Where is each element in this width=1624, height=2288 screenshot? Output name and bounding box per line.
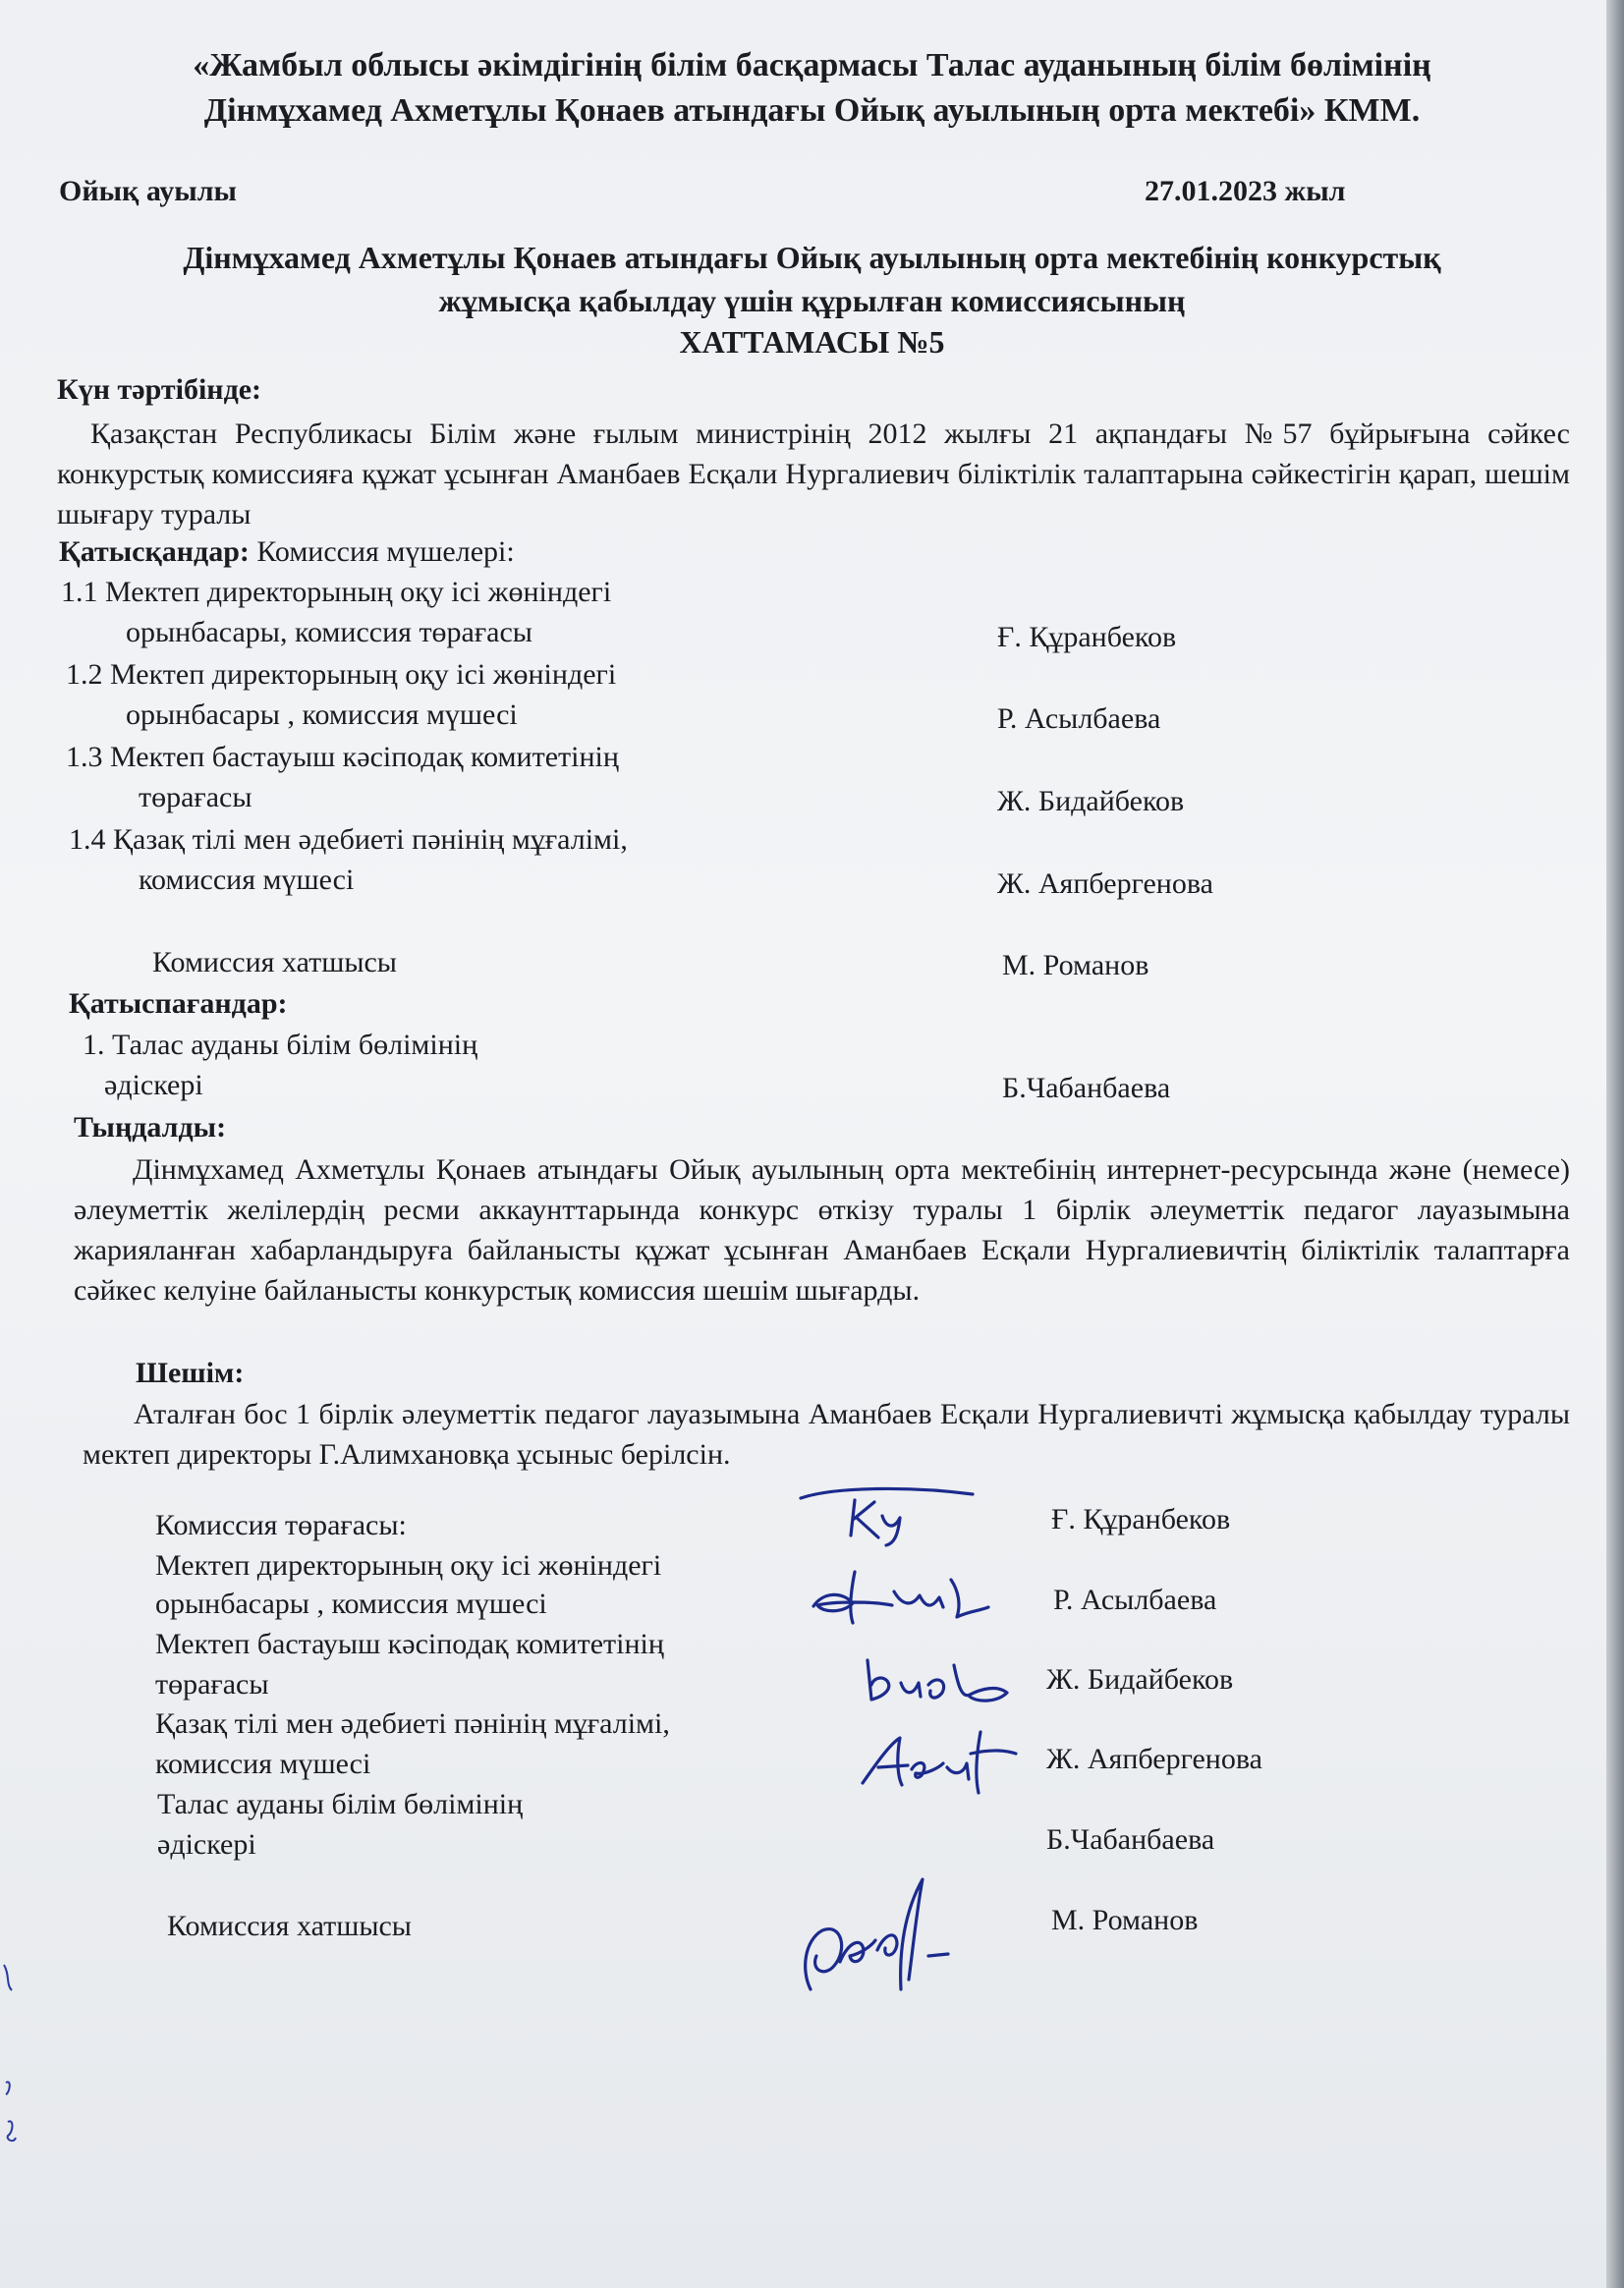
secretary-signature-image — [791, 1871, 968, 1999]
absent-line1: 1. Талас ауданы білім бөлімінің — [83, 1029, 478, 1061]
member2-signature-image — [860, 1646, 1017, 1714]
member2-name: Р. Асылбаева — [997, 702, 1161, 735]
absent-heading: Қатыспағандар: — [69, 987, 288, 1020]
member1-name: Ғ. Құранбеков — [997, 621, 1177, 653]
decision-heading: Шешім: — [136, 1357, 245, 1389]
margin-notes — [0, 1955, 29, 2151]
title-line3: ХАТТАМАСЫ №5 — [679, 324, 945, 360]
sig-member1-name: Р. Асылбаева — [1053, 1584, 1217, 1616]
member2-line2: орынбасары , комиссия мүшесі — [126, 698, 518, 731]
member1-line2: орынбасары, комиссия төрағасы — [126, 616, 532, 648]
present-secretary-label: Комиссия хатшысы — [152, 946, 397, 978]
member4-name: Ж. Аяпбергенова — [997, 867, 1213, 900]
member4-line1: 1.4 Қазақ тілі мен әдебиеті пәнінің мұғалімі, — [69, 823, 628, 856]
sig-secretary-name: М. Романов — [1051, 1904, 1199, 1936]
sig-member4-line2: әдіскері — [157, 1828, 256, 1861]
present-heading: Қатысқандар: — [59, 535, 250, 568]
member4-line2: комиссия мүшесі — [139, 864, 355, 896]
member2-line1: 1.2 Мектеп директорының оқу ісі жөніндегі — [66, 658, 617, 691]
sig-member2-line1: Мектеп бастауыш кәсіподақ комитетінің — [155, 1628, 664, 1660]
member3-line1: 1.3 Мектеп бастауыш кәсіподақ комитетінің — [66, 741, 619, 773]
org-name-line1: «Жамбыл облысы әкімдігінің білім басқармасы Талас ауданының білім бөлімінің — [193, 47, 1431, 84]
heard-text: Дінмұхамед Ахметұлы Қонаев атындағы Ойық ауылының орта мектебінің интернет-ресурсында және (немесе) әлеуметтік желілердің ресми аккаунттарында конкурс өткізу туралы 1 бірлік әлеуметтік педагог лауазымына жарияланған хабарландыруға байланысты құжат ұсынған Аманбаев Есқали Нургалиевичтің біліктілік талаптарға сәйкес келуіне байланысты конкурстық комиссия шешім шығарды. — [74, 1153, 1570, 1307]
member1-signature-image — [804, 1562, 1000, 1631]
member3-name: Ж. Бидайбеков — [997, 785, 1185, 817]
present-heading-row — [59, 535, 515, 569]
sig-member2-name: Ж. Бидайбеков — [1046, 1663, 1234, 1696]
place: Ойық ауылы — [59, 175, 237, 207]
sig-member3-name: Ж. Аяпбергенова — [1046, 1743, 1262, 1775]
sig-member4-name: Б.Чабанбаева — [1046, 1823, 1215, 1856]
title-line1: Дінмұхамед Ахметұлы Қонаев атындағы Ойық ауылының орта мектебінің конкурстық — [183, 240, 1441, 275]
sig-member4-line1: Талас ауданы білім бөлімінің — [157, 1788, 524, 1820]
present-secretary-name: М. Романов — [1002, 949, 1149, 981]
sig-member3-line1: Қазақ тілі мен әдебиеті пәнінің мұғалімі, — [155, 1707, 670, 1740]
sig-chair-name: Ғ. Құранбеков — [1051, 1503, 1231, 1535]
sig-member1-line1: Мектеп директорының оқу ісі жөніндегі — [155, 1549, 662, 1582]
member3-line2: төрағасы — [139, 781, 252, 813]
org-name-line2: Дінмұхамед Ахметұлы Қонаев атындағы Ойық ауылының орта мектебі» КММ. — [203, 92, 1421, 129]
heard-heading: Тыңдалды: — [74, 1111, 227, 1144]
agenda-text: Қазақстан Республикасы Білім және ғылым министрінің 2012 жылғы 21 ақпандағы №57 бұйрығына сәйкес конкурстық комиссияға құжат ұсынған Аманбаев Есқали Нургалиевич біліктілік талаптарына сәйкестігін қарап, шешім шығару туралы — [57, 418, 1570, 530]
title-line2: жұмысқа қабылдау үшін құрылған комиссиясының — [438, 283, 1186, 318]
member3-signature-image — [857, 1724, 1024, 1798]
sig-chair-label: Комиссия төрағасы: — [155, 1509, 407, 1541]
absent-name: Б.Чабанбаева — [1002, 1072, 1171, 1104]
member1-line1: 1.1 Мектеп директорының оқу ісі жөніндегі — [61, 576, 612, 608]
absent-line2: әдіскері — [104, 1069, 203, 1101]
sig-member2-line2: төрағасы — [155, 1668, 269, 1701]
sig-member3-line2: комиссия мүшесі — [155, 1748, 371, 1780]
agenda-heading: Күн тәртібінде: — [57, 373, 262, 406]
decision-text: Аталған бос 1 бірлік әлеуметтік педагог лауазымына Аманбаев Есқали Нургалиевичті жұмысқа қабылдау туралы мектеп директоры Г.Алимхановқа ұсыныс берілсін. — [83, 1398, 1570, 1471]
chair-signature-image — [796, 1479, 982, 1547]
sig-secretary-label: Комиссия хатшысы — [167, 1910, 412, 1942]
present-heading-rest: Комиссия мүшелері: — [249, 535, 515, 568]
date: 27.01.2023 жыл — [1145, 175, 1346, 207]
sig-member1-line2: орынбасары , комиссия мүшесі — [155, 1588, 547, 1620]
